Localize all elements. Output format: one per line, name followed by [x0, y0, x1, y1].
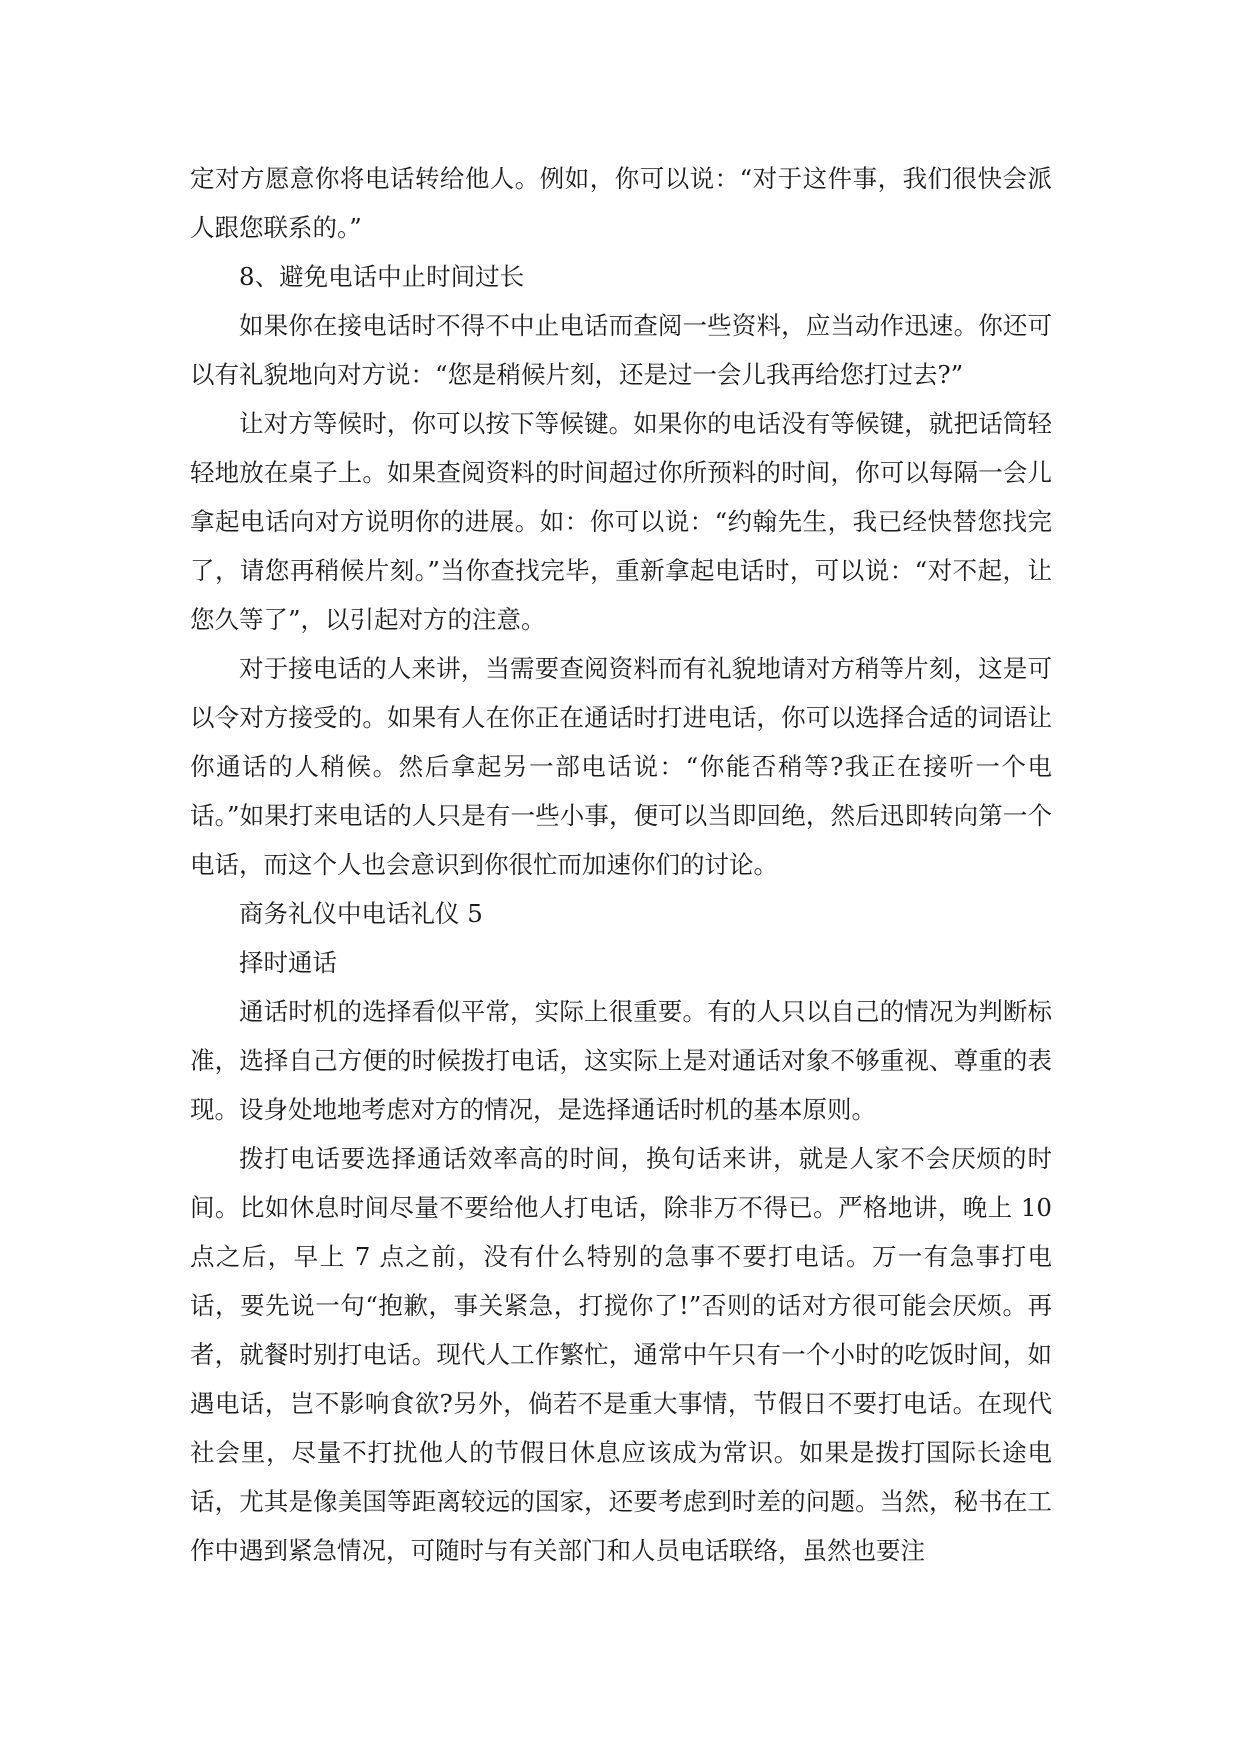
- document-body: [190, 154, 1052, 1575]
- subsection-heading: 择时通话: [239, 948, 337, 977]
- paragraph-continued: 定对方愿意你将电话转给他人。例如，你可以说：“对于这件事，我们很快会派人跟您联系的。”: [190, 164, 1052, 242]
- paragraph: 通话时机的选择看似平常，实际上很重要。有的人只以自己的情况为判断标准，选择自己方便的时候拨打电话，这实际上是对通话对象不够重视、尊重的表现。设身处地地考虑对方的情况，是选择通话时机的基本原则。: [190, 997, 1052, 1124]
- paragraph: 拨打电话要选择通话效率高的时间，换句话来讲，就是人家不会厌烦的时间。比如休息时间尽量不要给他人打电话，除非万不得已。严格地讲，晚上 10 点之后，早上 7 点之前，没有什么特别的急事不要打电话。万一有急事打电话，要先说一句“抱歉，事关紧急，打搅你了!”否则的话对方很可能会厌烦。再者，就餐时别打电话。现代人工作繁忙，通常中午只有一个小时的吃饭时间，如遇电话，岂不影响食欲?另外，倘若不是重大事情，节假日不要打电话。在现代社会里，尽量不打扰他人的节假日休息应该成为常识。如果是拨打国际长途电话，尤其是像美国等距离较远的国家，还要考虑到时差的问题。当然，秘书在工作中遇到紧急情况，可随时与有关部门和人员电话联络，虽然也要注: [190, 1144, 1052, 1565]
- section-heading: 商务礼仪中电话礼仪 5: [239, 899, 483, 928]
- section-heading-8: 8、避免电话中止时间过长: [239, 262, 525, 291]
- paragraph: 对于接电话的人来讲，当需要查阅资料而有礼貌地请对方稍等片刻，这是可以令对方接受的。如果有人在你正在通话时打进电话，你可以选择合适的词语让你通话的人稍候。然后拿起另一部电话说：“你能否稍等?我正在接听一个电话。”如果打来电话的人只是有一些小事，便可以当即回绝，然后迅即转向第一个电话，而这个人也会意识到你很忙而加速你们的讨论。: [190, 654, 1052, 879]
- paragraph: 如果你在接电话时不得不中止电话而查阅一些资料，应当动作迅速。你还可以有礼貌地向对方说：“您是稍候片刻，还是过一会儿我再给您打过去?”: [190, 311, 1052, 389]
- paragraph: 让对方等候时，你可以按下等候键。如果你的电话没有等候键，就把话筒轻轻地放在桌子上。如果查阅资料的时间超过你所预料的时间，你可以每隔一会儿拿起电话向对方说明你的进展。如：你可以说：“约翰先生，我已经快替您找完了，请您再稍候片刻。”当你查找完毕，重新拿起电话时，可以说：“对不起，让您久等了”，以引起对方的注意。: [190, 409, 1052, 634]
